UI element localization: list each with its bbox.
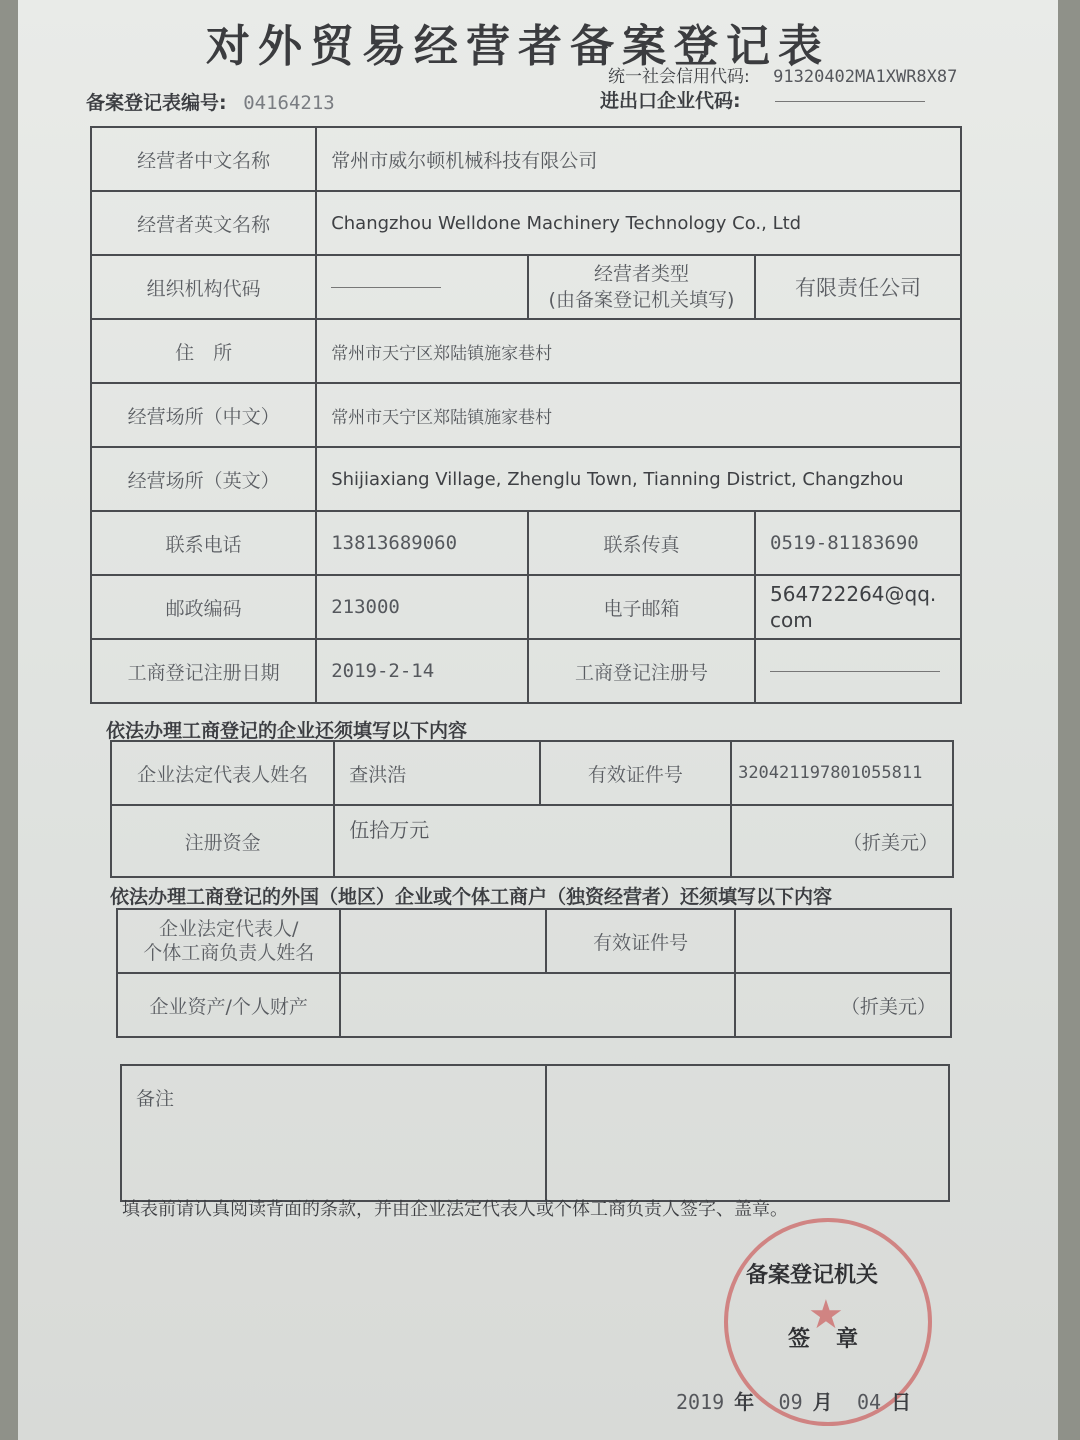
en-name-label: 经营者英文名称	[91, 191, 316, 255]
phone-value: 13813689060	[316, 511, 528, 575]
address-label: 住 所	[91, 319, 316, 383]
section2-title: 依法办理工商登记的外国（地区）企业或个体工商户（独资经营者）还须填写以下内容	[110, 886, 833, 908]
form-no-value: 04164213	[243, 92, 335, 114]
table-row	[91, 447, 961, 511]
zip-label: 邮政编码	[91, 575, 316, 639]
agency-label: 备案登记机关	[746, 1263, 879, 1288]
assets-label: 企业资产/个人财产	[117, 973, 340, 1037]
remarks-label: 备注	[121, 1065, 546, 1201]
credit-code-row	[608, 62, 957, 87]
site-cn-label: 经营场所（中文）	[91, 383, 316, 447]
ie-code-label: 进出口企业代码:	[600, 90, 741, 112]
form-no-label: 备案登记表编号:	[86, 92, 227, 114]
table-row	[117, 909, 951, 973]
section2-table	[116, 908, 952, 1038]
email-label: 电子邮箱	[528, 575, 755, 639]
table-row	[111, 741, 953, 805]
org-code-label: 组织机构代码	[91, 255, 316, 319]
reg-no-label: 工商登记注册号	[528, 639, 755, 703]
foreign-rep-value	[340, 909, 545, 973]
date-day: 04	[856, 1390, 882, 1414]
remarks-table	[120, 1064, 950, 1202]
capital-value: 伍拾万元	[334, 805, 731, 877]
footer-note: 填表前请认真阅读背面的条款，并由企业法定代表人或个体工商负责人签字、盖章。	[122, 1199, 788, 1220]
table-row	[121, 1065, 949, 1201]
org-code-value	[316, 255, 528, 319]
seal-star-icon: ★	[808, 1292, 844, 1338]
date-month: 09	[778, 1390, 803, 1414]
foreign-rep-label: 企业法定代表人/ 个体工商负责人姓名	[117, 909, 340, 973]
reg-date-value: 2019-2-14	[316, 639, 528, 703]
id-value: 320421197801055811	[731, 741, 953, 805]
table-row	[91, 127, 961, 191]
section1-table	[110, 740, 954, 878]
cn-name-label: 经营者中文名称	[91, 127, 316, 191]
type-label: 经营者类型 (由备案登记机关填写)	[528, 255, 755, 319]
form-paper	[18, 0, 1058, 1440]
email-value: 564722264@qq.com	[755, 575, 961, 639]
legal-rep-label: 企业法定代表人姓名	[111, 741, 334, 805]
zip-value: 213000	[316, 575, 528, 639]
assets-usd-note: （折美元）	[735, 973, 951, 1037]
table-row	[91, 255, 961, 319]
section1-title: 依法办理工商登记的企业还须填写以下内容	[106, 720, 468, 742]
reg-date-label: 工商登记注册日期	[91, 639, 316, 703]
site-en-value: Shijiaxiang Village, Zhenglu Town, Tianning District, Changzhou	[316, 447, 961, 511]
remarks-value	[546, 1065, 949, 1201]
table-row	[91, 383, 961, 447]
phone-label: 联系电话	[91, 511, 316, 575]
form-no-row	[86, 88, 335, 115]
table-row	[91, 511, 961, 575]
ie-code-blank	[775, 101, 925, 102]
form-title: 对外贸易经营者备案登记表	[206, 21, 830, 72]
table-row	[91, 575, 961, 639]
table-row	[91, 639, 961, 703]
table-row	[117, 973, 951, 1037]
main-table	[90, 126, 962, 704]
table-row	[91, 319, 961, 383]
foreign-id-value	[735, 909, 951, 973]
address-value: 常州市天宁区郑陆镇施家巷村	[316, 319, 961, 383]
credit-code-label: 统一社会信用代码:	[608, 67, 750, 87]
table-row	[91, 191, 961, 255]
date-month-unit: 月	[812, 1390, 833, 1414]
fax-value: 0519-81183690	[755, 511, 961, 575]
fax-label: 联系传真	[528, 511, 755, 575]
reg-no-blank	[770, 671, 940, 672]
org-code-blank	[331, 287, 441, 288]
reg-no-value	[755, 639, 961, 703]
foreign-id-label: 有效证件号	[546, 909, 736, 973]
type-value: 有限责任公司	[755, 255, 961, 319]
site-cn-value: 常州市天宁区郑陆镇施家巷村	[316, 383, 961, 447]
cn-name-value: 常州市威尔顿机械科技有限公司	[316, 127, 961, 191]
table-row	[111, 805, 953, 877]
capital-label: 注册资金	[111, 805, 334, 877]
date-year: 2019	[676, 1390, 725, 1414]
en-name-value: Changzhou Welldone Machinery Technology Co., Ltd	[316, 191, 961, 255]
capital-usd-note: （折美元）	[731, 805, 953, 877]
date-day-unit: 日	[891, 1390, 912, 1414]
assets-value	[340, 973, 735, 1037]
id-label: 有效证件号	[540, 741, 731, 805]
agency-sign: 签章	[788, 1327, 885, 1352]
site-en-label: 经营场所（英文）	[91, 447, 316, 511]
agency-date	[676, 1386, 929, 1415]
date-year-unit: 年	[734, 1390, 755, 1414]
legal-rep-value: 查洪浩	[334, 741, 539, 805]
ie-code-row	[600, 86, 925, 113]
credit-code-value: 91320402MA1XWR8X87	[773, 67, 958, 87]
